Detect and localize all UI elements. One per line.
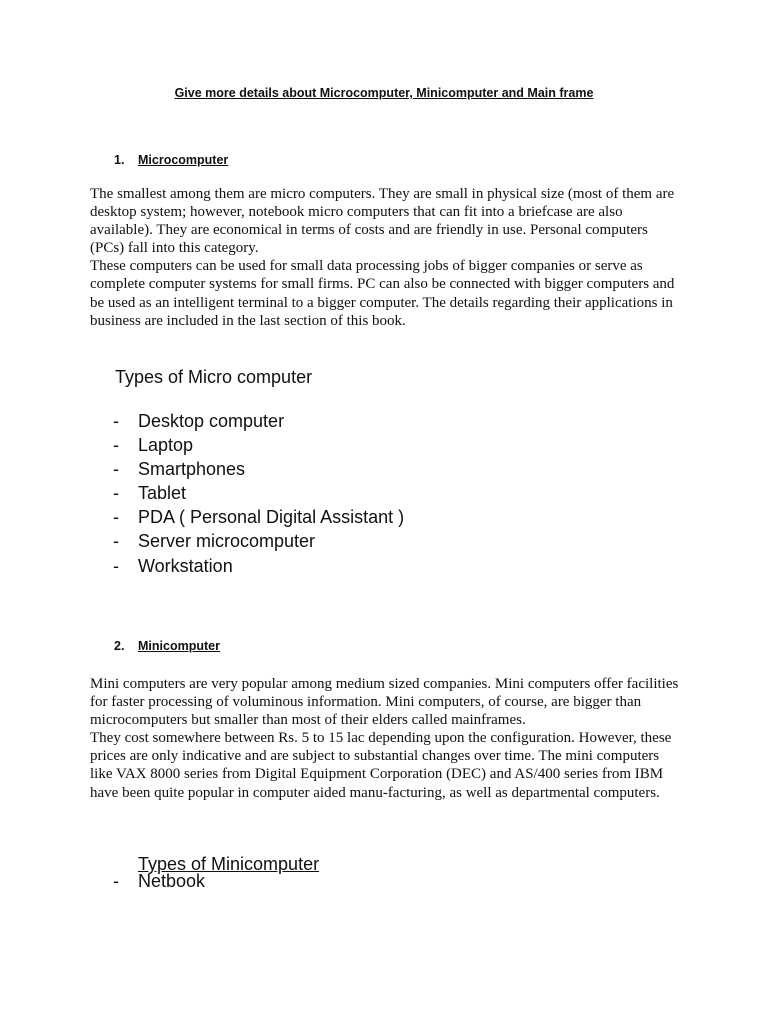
section-heading-minicomputer (114, 639, 220, 653)
section-number: 2. (114, 639, 125, 653)
section-body-microcomputer (90, 185, 680, 330)
paragraph: Mini computers are very popular among medium sized companies. Mini computers offer facilities for faster processing of voluminous information. Mini computers, of course, are bigger than microcomputers but smaller than most of their elders called mainframes. (90, 676, 679, 729)
list-item (113, 869, 205, 893)
list-item-label: Desktop computer (138, 411, 285, 431)
section-body-minicomputer (90, 675, 680, 802)
list-item (113, 409, 404, 433)
list-item-label: Server microcomputer (138, 531, 316, 552)
paragraph: The smallest among them are micro computers. They are small in physical size (most of them are desktop system; however, notebook micro computers that can fit into a briefcase are also available). They are economical in terms of costs and are friendly in use. Personal computers (PCs) fall into this category. (90, 186, 675, 257)
list-item-label: Laptop (138, 435, 194, 456)
list-item (113, 433, 404, 457)
list-item-label: Tablet (138, 483, 187, 504)
list-item-label: Netbook (138, 871, 206, 891)
paragraph: They cost somewhere between Rs. 5 to 15 lac depending upon the configuration. However, these prices are only indicative and are subject to substantial changes over time. The mini computers like VAX 8000 series from Digital Equipment Corporation (DEC) and AS/400 series from IBM have been quite popular in computer aided manu-facturing, as well as departmental computers. (90, 730, 672, 801)
section-title: Microcomputer (138, 153, 229, 167)
list-item-label: PDA ( Personal Digital Assistant ) (138, 507, 405, 528)
bullet-dash: - (113, 507, 119, 528)
list-item-label: Workstation (138, 555, 233, 576)
types-list-micro (113, 409, 404, 578)
section-heading-microcomputer (114, 153, 228, 167)
list-item (113, 505, 404, 529)
bullet-dash: - (113, 555, 119, 576)
list-item (113, 554, 404, 578)
list-item-label: Smartphones (138, 459, 246, 480)
document-title: Give more details about Microcomputer, Minicomputer and Main frame (174, 86, 594, 100)
list-item (113, 529, 404, 553)
types-list-mini (113, 869, 205, 893)
types-heading-micro: Types of Micro computer (115, 367, 313, 387)
types-heading-mini-label: Types of Minicomputer (138, 854, 320, 874)
section-title: Minicomputer (138, 639, 220, 653)
list-item (113, 457, 404, 481)
bullet-dash: - (113, 411, 119, 431)
section-number: 1. (114, 153, 125, 167)
bullet-dash: - (113, 871, 119, 891)
list-item (113, 481, 404, 505)
bullet-dash: - (113, 531, 119, 552)
bullet-dash: - (113, 483, 119, 504)
bullet-dash: - (113, 459, 119, 480)
paragraph: These computers can be used for small data processing jobs of bigger companies or serve as complete computer systems for small firms. PC can also be connected with bigger computers and be used as an intelligent terminal to a bigger computer. The details regarding their applications in business are included in the last section of this book. (90, 258, 675, 329)
bullet-dash: - (113, 435, 119, 456)
